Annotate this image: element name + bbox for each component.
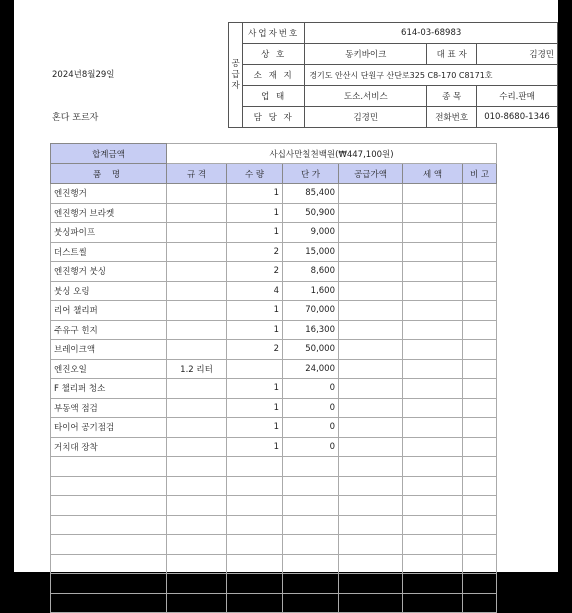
cell-supply-amount <box>339 281 403 301</box>
company-name-label: 상 호 <box>243 44 305 65</box>
cell-tax <box>403 359 463 379</box>
phone-value: 010-8680-1346 <box>477 107 558 128</box>
cell-item <box>51 535 167 555</box>
cell-tax <box>403 554 463 574</box>
cell-unit-price: 0 <box>283 437 339 457</box>
cell-note <box>463 203 497 223</box>
cell-spec <box>167 320 227 340</box>
cell-unit-price: 50,900 <box>283 203 339 223</box>
cell-item: 붓싱 오링 <box>51 281 167 301</box>
cell-note <box>463 242 497 262</box>
cell-qty: 1 <box>227 320 283 340</box>
table-row <box>51 301 497 321</box>
cell-supply-amount <box>339 496 403 516</box>
cell-spec <box>167 223 227 243</box>
table-row <box>51 281 497 301</box>
cell-spec <box>167 242 227 262</box>
cell-item <box>51 515 167 535</box>
cell-note <box>463 301 497 321</box>
cell-unit-price: 85,400 <box>283 184 339 204</box>
recipient-name: 혼다 포르자 <box>52 113 99 123</box>
cell-spec <box>167 496 227 516</box>
cell-qty <box>227 515 283 535</box>
address-value: 경기도 안산시 단원구 산단로325 C8-170 C8171호 <box>305 65 558 86</box>
cell-qty: 2 <box>227 262 283 282</box>
cell-spec <box>167 301 227 321</box>
cell-unit-price: 70,000 <box>283 301 339 321</box>
reg-no-value: 614-03-68983 <box>305 23 558 44</box>
cell-tax <box>403 242 463 262</box>
table-row <box>51 437 497 457</box>
cell-supply-amount <box>339 418 403 438</box>
cell-item: 엔진행거 브라켓 <box>51 203 167 223</box>
cell-spec <box>167 203 227 223</box>
cell-supply-amount <box>339 515 403 535</box>
representative-value: 김경민 <box>477 44 558 65</box>
table-row <box>51 496 497 516</box>
cell-unit-price <box>283 574 339 594</box>
table-row <box>51 223 497 243</box>
cell-note <box>463 418 497 438</box>
cell-item: 더스트씰 <box>51 242 167 262</box>
cell-qty <box>227 359 283 379</box>
representative-label: 대 표 자 <box>427 44 477 65</box>
manager-label: 담 당 자 <box>243 107 305 128</box>
cell-note <box>463 593 497 613</box>
cell-tax <box>403 281 463 301</box>
col-header-qty: 수 량 <box>227 164 283 184</box>
table-row <box>51 184 497 204</box>
cell-supply-amount <box>339 262 403 282</box>
item-rows <box>51 184 497 613</box>
table-row <box>51 535 497 555</box>
table-row <box>51 203 497 223</box>
cell-unit-price: 16,300 <box>283 320 339 340</box>
cell-tax <box>403 223 463 243</box>
cell-spec <box>167 184 227 204</box>
cell-qty: 1 <box>227 398 283 418</box>
cell-unit-price: 1,600 <box>283 281 339 301</box>
cell-qty <box>227 457 283 477</box>
company-name-value: 동키바이크 <box>305 44 427 65</box>
cell-qty: 1 <box>227 418 283 438</box>
cell-unit-price: 0 <box>283 418 339 438</box>
business-type-value: 도소.서비스 <box>305 86 427 107</box>
cell-tax <box>403 593 463 613</box>
cell-supply-amount <box>339 301 403 321</box>
table-row <box>51 262 497 282</box>
cell-qty: 1 <box>227 379 283 399</box>
cell-item: F 챌리퍼 청소 <box>51 379 167 399</box>
business-item-value: 수리.판매 <box>477 86 558 107</box>
table-row <box>51 418 497 438</box>
cell-spec: 1.2 리터 <box>167 359 227 379</box>
cell-supply-amount <box>339 554 403 574</box>
cell-item <box>51 496 167 516</box>
cell-supply-amount <box>339 359 403 379</box>
total-amount-value: 사십사만칠천백원(₩447,100원) <box>167 144 497 164</box>
cell-item: 브레이크액 <box>51 340 167 360</box>
col-header-item: 품 명 <box>51 164 167 184</box>
cell-unit-price: 0 <box>283 379 339 399</box>
cell-tax <box>403 184 463 204</box>
cell-spec <box>167 340 227 360</box>
cell-supply-amount <box>339 437 403 457</box>
cell-tax <box>403 574 463 594</box>
col-header-unit-price: 단 가 <box>283 164 339 184</box>
cell-unit-price <box>283 515 339 535</box>
cell-spec <box>167 262 227 282</box>
cell-item <box>51 476 167 496</box>
table-row <box>51 515 497 535</box>
cell-spec <box>167 535 227 555</box>
cell-spec <box>167 457 227 477</box>
col-header-spec: 규 격 <box>167 164 227 184</box>
cell-tax <box>403 340 463 360</box>
cell-unit-price <box>283 476 339 496</box>
cell-tax <box>403 476 463 496</box>
col-header-note: 비 고 <box>463 164 497 184</box>
cell-qty: 2 <box>227 242 283 262</box>
cell-note <box>463 359 497 379</box>
cell-unit-price <box>283 457 339 477</box>
cell-tax <box>403 301 463 321</box>
table-row <box>51 340 497 360</box>
cell-note <box>463 281 497 301</box>
cell-item: 붓싱파이프 <box>51 223 167 243</box>
issue-date: 2024년8월29일 <box>52 70 115 80</box>
statement-page <box>14 0 558 572</box>
cell-qty <box>227 554 283 574</box>
manager-value: 김경민 <box>305 107 427 128</box>
cell-unit-price: 8,600 <box>283 262 339 282</box>
cell-note <box>463 515 497 535</box>
cell-item <box>51 574 167 594</box>
cell-qty: 2 <box>227 340 283 360</box>
cell-item: 엔진행거 <box>51 184 167 204</box>
cell-qty <box>227 496 283 516</box>
cell-item <box>51 593 167 613</box>
table-row <box>51 554 497 574</box>
cell-spec <box>167 379 227 399</box>
cell-supply-amount <box>339 340 403 360</box>
address-label: 소 재 지 <box>243 65 305 86</box>
cell-tax <box>403 320 463 340</box>
cell-tax <box>403 437 463 457</box>
cell-item: 거치대 장착 <box>51 437 167 457</box>
cell-spec <box>167 476 227 496</box>
cell-item: 주유구 힌지 <box>51 320 167 340</box>
cell-qty <box>227 574 283 594</box>
cell-item: 리어 챌리퍼 <box>51 301 167 321</box>
cell-supply-amount <box>339 184 403 204</box>
cell-supply-amount <box>339 476 403 496</box>
cell-note <box>463 398 497 418</box>
cell-supply-amount <box>339 203 403 223</box>
cell-item <box>51 554 167 574</box>
cell-qty <box>227 476 283 496</box>
cell-supply-amount <box>339 535 403 555</box>
cell-item: 엔진행거 붓싱 <box>51 262 167 282</box>
cell-spec <box>167 418 227 438</box>
table-row <box>51 457 497 477</box>
cell-spec <box>167 574 227 594</box>
table-row <box>51 593 497 613</box>
cell-supply-amount <box>339 398 403 418</box>
cell-unit-price: 50,000 <box>283 340 339 360</box>
cell-note <box>463 554 497 574</box>
cell-unit-price <box>283 496 339 516</box>
cell-qty <box>227 593 283 613</box>
cell-supply-amount <box>339 574 403 594</box>
col-header-tax: 세 액 <box>403 164 463 184</box>
cell-unit-price: 15,000 <box>283 242 339 262</box>
cell-note <box>463 262 497 282</box>
cell-note <box>463 379 497 399</box>
cell-tax <box>403 203 463 223</box>
cell-supply-amount <box>339 457 403 477</box>
table-row <box>51 320 497 340</box>
cell-note <box>463 496 497 516</box>
table-row <box>51 476 497 496</box>
cell-note <box>463 535 497 555</box>
table-row <box>51 398 497 418</box>
reg-no-label: 사업자번호 <box>243 23 305 44</box>
cell-unit-price: 9,000 <box>283 223 339 243</box>
cell-item <box>51 457 167 477</box>
cell-supply-amount <box>339 242 403 262</box>
cell-note <box>463 476 497 496</box>
cell-unit-price <box>283 593 339 613</box>
cell-qty: 4 <box>227 281 283 301</box>
table-row <box>51 359 497 379</box>
cell-qty: 1 <box>227 301 283 321</box>
total-amount-label: 합계금액 <box>51 144 167 164</box>
cell-unit-price: 24,000 <box>283 359 339 379</box>
cell-qty: 1 <box>227 437 283 457</box>
cell-qty: 1 <box>227 184 283 204</box>
cell-tax <box>403 262 463 282</box>
cell-tax <box>403 418 463 438</box>
items-table <box>50 143 497 613</box>
cell-spec <box>167 281 227 301</box>
cell-qty: 1 <box>227 203 283 223</box>
cell-spec <box>167 593 227 613</box>
business-item-label: 종 목 <box>427 86 477 107</box>
cell-supply-amount <box>339 223 403 243</box>
cell-unit-price <box>283 554 339 574</box>
cell-supply-amount <box>339 320 403 340</box>
phone-label: 전화번호 <box>427 107 477 128</box>
cell-item: 부동액 점검 <box>51 398 167 418</box>
cell-tax <box>403 398 463 418</box>
cell-note <box>463 574 497 594</box>
table-row <box>51 574 497 594</box>
cell-supply-amount <box>339 379 403 399</box>
cell-tax <box>403 535 463 555</box>
business-type-label: 업 태 <box>243 86 305 107</box>
cell-tax <box>403 457 463 477</box>
cell-tax <box>403 379 463 399</box>
supplier-section-label: 공 급 자 <box>229 23 243 128</box>
cell-unit-price <box>283 535 339 555</box>
cell-note <box>463 223 497 243</box>
cell-tax <box>403 496 463 516</box>
cell-qty <box>227 535 283 555</box>
cell-supply-amount <box>339 593 403 613</box>
cell-note <box>463 340 497 360</box>
cell-spec <box>167 515 227 535</box>
cell-unit-price: 0 <box>283 398 339 418</box>
table-row <box>51 379 497 399</box>
cell-spec <box>167 437 227 457</box>
cell-note <box>463 320 497 340</box>
cell-spec <box>167 398 227 418</box>
cell-note <box>463 184 497 204</box>
cell-item: 타이어 공기점검 <box>51 418 167 438</box>
cell-note <box>463 457 497 477</box>
cell-spec <box>167 554 227 574</box>
cell-qty: 1 <box>227 223 283 243</box>
cell-tax <box>403 515 463 535</box>
supplier-info-table <box>228 22 558 128</box>
cell-item: 엔진오일 <box>51 359 167 379</box>
table-row <box>51 242 497 262</box>
cell-note <box>463 437 497 457</box>
col-header-supply-amount: 공급가액 <box>339 164 403 184</box>
